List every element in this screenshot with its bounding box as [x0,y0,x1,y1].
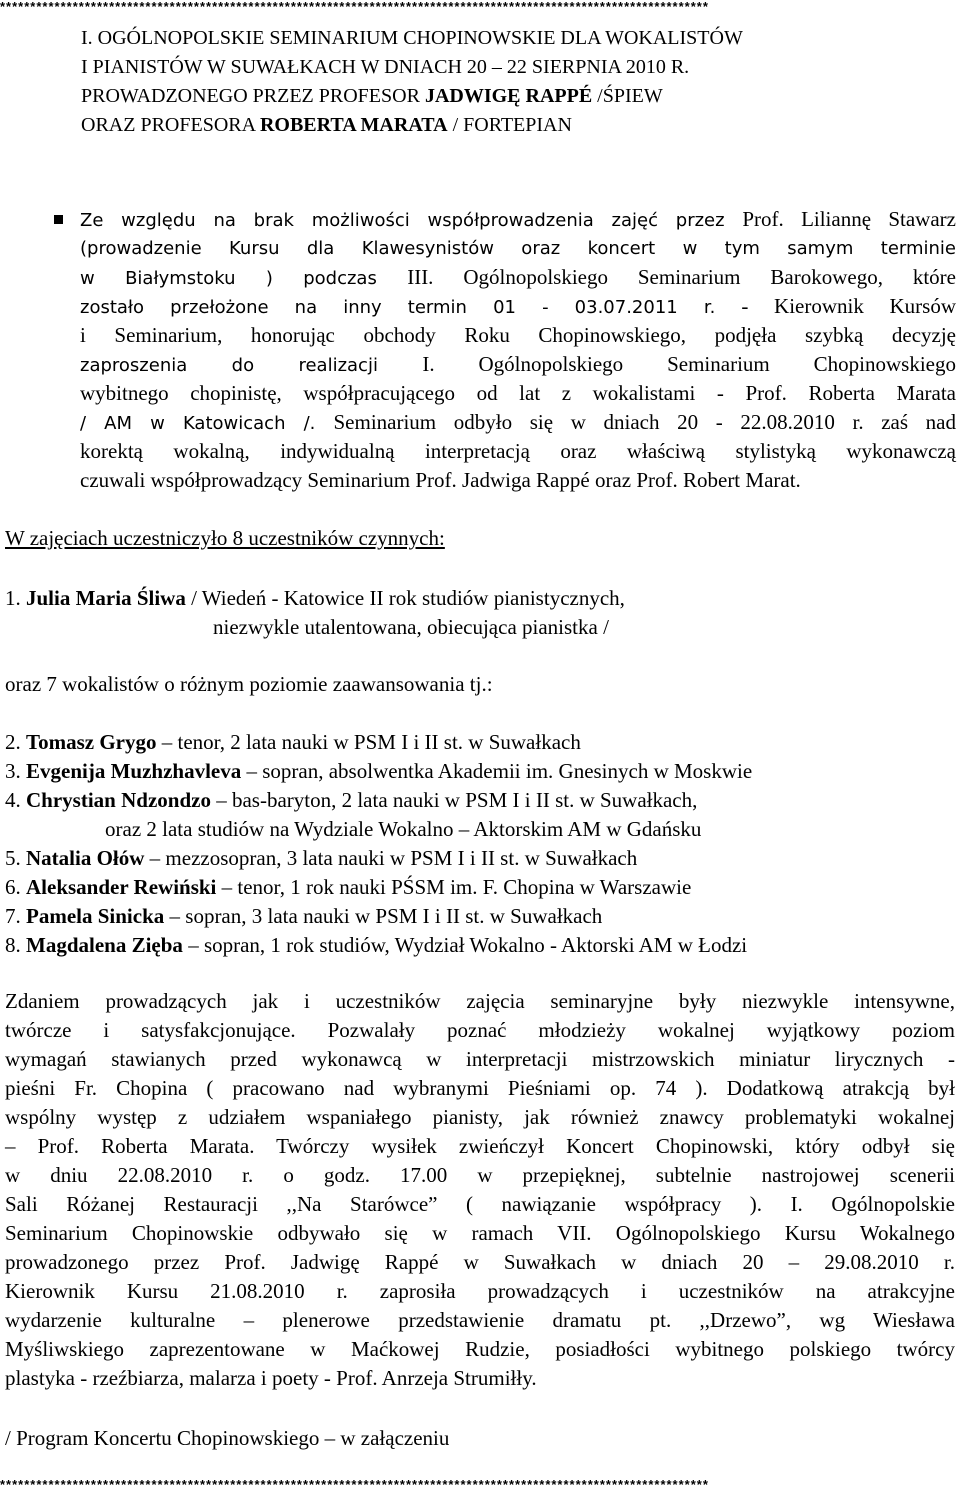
participants-heading-block [5,524,955,553]
top-separator: ********************************************************************************************************************* [0,0,709,14]
participants-heading: W zajęciach uczestniczyło 8 uczestników czynnych: [5,526,445,550]
bottom-separator: ********************************************************************************************************************* [0,1478,709,1492]
list-item: 8. Magdalena Zięba – sopran, 1 rok studiów, Wydział Wokalno - Aktorski AM w Łodzi [5,933,748,957]
list-item: 5. Natalia Ołów – mezzosopran, 3 lata nauki w PSM I i II st. w Suwałkach [5,846,638,870]
list-item: 4. Chrystian Ndzondzo – bas-baryton, 2 lata nauki w PSM I i II st. w Suwałkach, [5,788,698,812]
intro-paragraph: Ze względu na brak możliwości współprowadzenia zajęć przez Prof. Liliannę Stawarz (prowadzenie Kursu dla Klawesynistów oraz koncert w tym samym terminie w Białymstoku ) podczas III. Ogólnopolskiego Seminarium Barokowego, które zostało przełożone na inny termin 01 - 03.07.2011 r. - Kierownik Kursów i Seminarium, honorując obchody Roku Chopinowskiego, podjęła szybką decyzję zaproszenia do realizacji I. Ogólnopolskiego Seminarium Chopinowskiego wybitnego chopinistę, współpracującego od lat z wokalistami - Prof. Roberta Marata / AM w Katowicach /. Seminarium odbyło się w dniach 20 - 22.08.2010 r. zaś nad korektą wokalną, indywidualną interpretacją oraz właściwą stylistyką wykonawczą czuwali współprowadzący Seminarium Prof. Jadwiga Rappé oraz Prof. Robert Marat. [80,207,956,492]
vocalists-intro: oraz 7 wokalistów o różnym poziomie zaawansowania tj.: [5,672,493,696]
participant-name: Julia Maria Śliwa [26,586,186,610]
title-line-4: ORAZ PROFESORA ROBERTA MARATA / FORTEPIAN [81,114,572,136]
list-item: 2. Tomasz Grygo – tenor, 2 lata nauki w PSM I i II st. w Suwałkach [5,730,581,754]
summary-paragraph: Zdaniem prowadzących jak i uczestników zajęcia seminaryjne były niezwykle intensywne, twórcze i satysfakcjonujące. Pozwalały poznać młodzieży wokalnej wyjątkowy poziom wymagań stawianych przed wykonawcą w interpretacji mistrzowskich miniatur lirycznych - pieśni Fr. Chopina ( pracowano nad wybranymi Pieśniami op. 74 ). Dodatkową atrakcją był wspólny występ z udziałem wspaniałego pianisty, jak również znawcy problematyki wokalnej – Prof. Roberta Marata. Twórczy wysiłek zwieńczył Koncert Chopinowski, który odbył się w dniu 22.08.2010 r. o godz. 17.00 w przepięknej, subtelnie nastrojowej scenerii Sali Różanej Restauracji ,,Na Starówce” ( nawiązanie współpracy ). I. Ogólnopolskie Seminarium Chopinowskie odbywało się w ramach VII. Ogólnopolskiego Kursu Wokalnego prowadzonego przez Prof. Jadwigę Rappé w Suwałkach w dniach 20 – 29.08.2010 r. Kierownik Kursu 21.08.2010 r. zaprosiła prowadzących i uczestników na atrakcyjne wydarzenie kulturalne – plenerowe przedstawienie dramatu pt. ,,Drzewo”, wg Wiesława Myśliwskiego zaprezentowane w Maćkowej Rudzie, posiadłości wybitnego polskiego twórcy plastyka - rzeźbiarza, malarza i poety - Prof. Anrzeja Strumiłły. [5,989,955,1390]
title-line-3: PROWADZONEGO PRZEZ PROFESOR JADWIGĘ RAPPÉ /ŚPIEW [81,85,663,107]
title-name-rappe: JADWIGĘ RAPPÉ [424,85,593,107]
title-line-1: I. OGÓLNOPOLSKIE SEMINARIUM CHOPINOWSKIE DLA WOKALISTÓW [81,27,743,49]
list-item: 7. Pamela Sinicka – sopran, 3 lata nauki w PSM I i II st. w Suwałkach [5,904,603,928]
document-title [81,24,881,140]
list-item: 6. Aleksander Rewiński – tenor, 1 rok nauki PŚSM im. F. Chopina w Warszawie [5,875,692,899]
list-item-continuation: oraz 2 lata studiów na Wydziale Wokalno – Aktorskim AM w Gdańsku [105,817,702,841]
pianist-entry: 1. Julia Maria Śliwa / Wiedeń - Katowice II rok studiów pianistycznych, niezwykle utalentowana, obiecująca pianistka / [5,586,625,639]
title-line-2: I PIANISTÓW W SUWAŁKACH W DNIACH 20 – 22 SIERPNIA 2010 R. [81,56,690,78]
program-note: / Program Koncertu Chopinowskiego – w załączeniu [5,1426,450,1450]
title-name-marat: ROBERTA MARATA [259,114,448,136]
square-bullet-icon [54,215,63,224]
list-item: 3. Evgenija Muzhzhavleva – sopran, absolwentka Akademii im. Gnesinych w Moskwie [5,759,753,783]
participants-list [5,728,955,960]
